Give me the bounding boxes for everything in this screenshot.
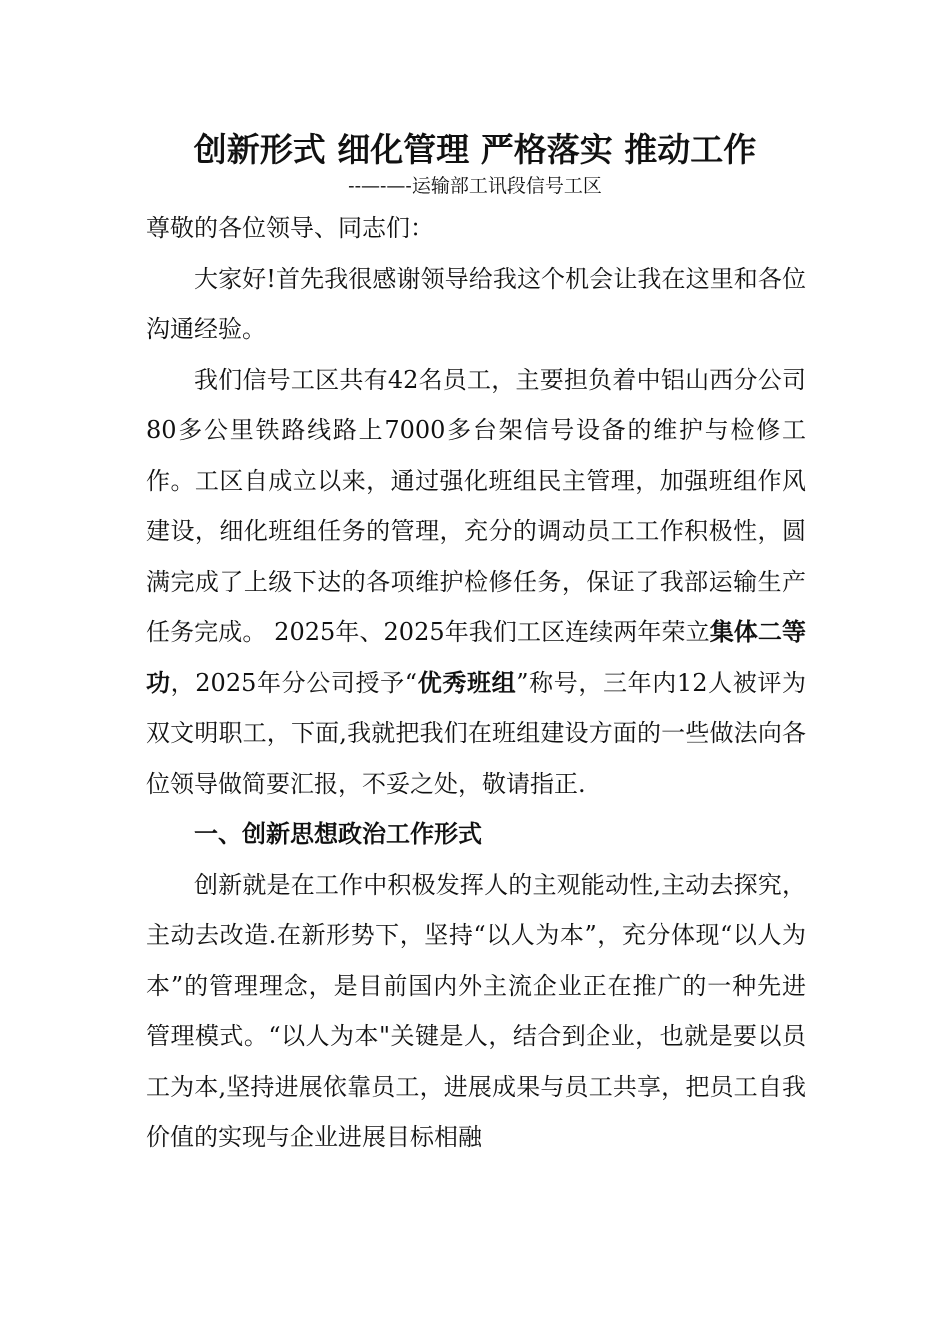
paragraph-overview-text-2: ，2025年分公司授予“ [170,668,418,697]
document-title: 创新形式 细化管理 严格落实 推动工作 [193,130,757,169]
honor-collective-second-class: 集体二等功 [146,618,806,697]
paragraph-intro: 大家好!首先我很感谢领导给我这个机会让我在这里和各位沟通经验。 [146,264,806,343]
document-body [146,203,806,1163]
section-heading-1: 一、创新思想政治工作形式 [194,820,482,848]
document-subtitle: --—-—-运输部工讯段信号工区 [348,175,602,197]
paragraph-overview-text-3: ”称号，三年内12人被评为双文明职工，下面,我就把我们在班组建设方面的一些做法向各位领导做简要汇报，不妥之处，敬请指正. [146,668,807,798]
honor-excellent-team: 优秀班组 [417,668,517,697]
paragraph-innovation: 创新就是在工作中积极发挥人的主观能动性,主动去探究，主动去改造.在新形势下，坚持“以人为本”，充分体现“以人为本”的管理理念，是目前国内外主流企业正在推广的一种先进管理模式。“以人为本"关键是人，结合到企业，也就是要以员工为本,坚持进展依靠员工，进展成果与员工共享，把员工自我价值的实现与企业进展目标相融 [146,870,806,1151]
greeting: 尊敬的各位领导、同志们： [146,214,434,242]
paragraph-overview [146,355,806,810]
paragraph-overview-text-1: 我们信号工区共有42名员工，主要担负着中铝山西分公司80多公里铁路线路上7000多台架信号设备的维护与检修工作。工区自成立以来，通过强化班组民主管理，加强班组作风建设，细化班组任务的管理，充分的调动员工工作积极性，圆满完成了上级下达的各项维护检修任务，保证了我部运输生产任务完成。 2025年、2025年我们工区连续两年荣立 [146,365,806,646]
